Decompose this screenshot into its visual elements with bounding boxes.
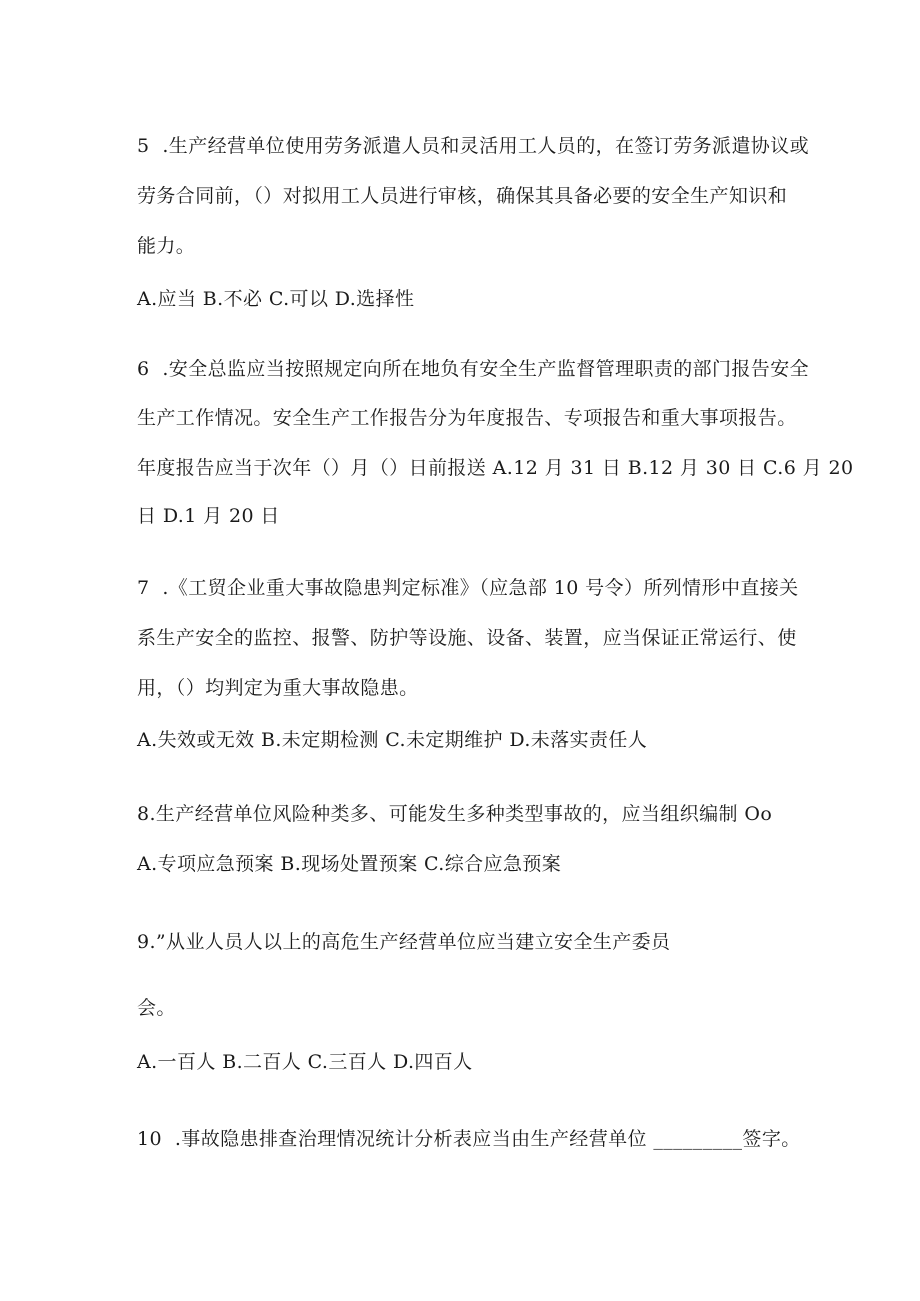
q9-options: A.一百人 B.二百人 C.三百人 D.四百人 [137, 1051, 473, 1073]
q5-options: A.应当 B.不必 C.可以 D.选择性 [137, 288, 415, 310]
q6-line-4: 日 D.1 月 20 日 [137, 505, 280, 527]
q10-line-1: 10 .事故隐患排查治理情况统计分析表应当由生产经营单位 _________签字。 [137, 1128, 801, 1150]
q6-line-2: 生产工作情况。安全生产工作报告分为年度报告、专项报告和重大事项报告。 [137, 407, 797, 429]
q7-line-2: 系生产安全的监控、报警、防护等设施、设备、装置，应当保证正常运行、使 [137, 627, 797, 649]
q9-line-1: 9.”从业人员人以上的高危生产经营单位应当建立安全生产委员 [137, 931, 671, 953]
q7-line-1: 7 .《工贸企业重大事故隐患判定标准》（应急部 10 号令）所列情形中直接关 [137, 577, 799, 599]
q7-options: A.失效或无效 B.未定期检测 C.未定期维护 D.未落实责任人 [137, 729, 648, 751]
q6-line-3: 年度报告应当于次年（）月（）日前报送 A.12 月 31 日 B.12 月 30 日 C.6 月 20 [137, 457, 854, 479]
q8-options: A.专项应急预案 B.现场处置预案 C.综合应急预案 [137, 853, 562, 875]
q5-line-1: 5 .生产经营单位使用劳务派遣人员和灵活用工人员的，在签订劳务派遣协议或 [137, 135, 810, 157]
q5-line-2: 劳务合同前，（）对拟用工人员进行审核，确保其具备必要的安全生产知识和 [137, 185, 788, 207]
q9-line-2: 会。 [137, 997, 176, 1019]
q8-line-1: 8.生产经营单位风险种类多、可能发生多种类型事故的，应当组织编制 Oo [137, 803, 773, 825]
q6-line-1: 6 .安全总监应当按照规定向所在地负有安全生产监督管理职责的部门报告安全 [137, 358, 810, 380]
q7-line-3: 用，（）均判定为重大事故隐患。 [137, 677, 419, 699]
q5-line-3: 能力。 [137, 235, 196, 257]
